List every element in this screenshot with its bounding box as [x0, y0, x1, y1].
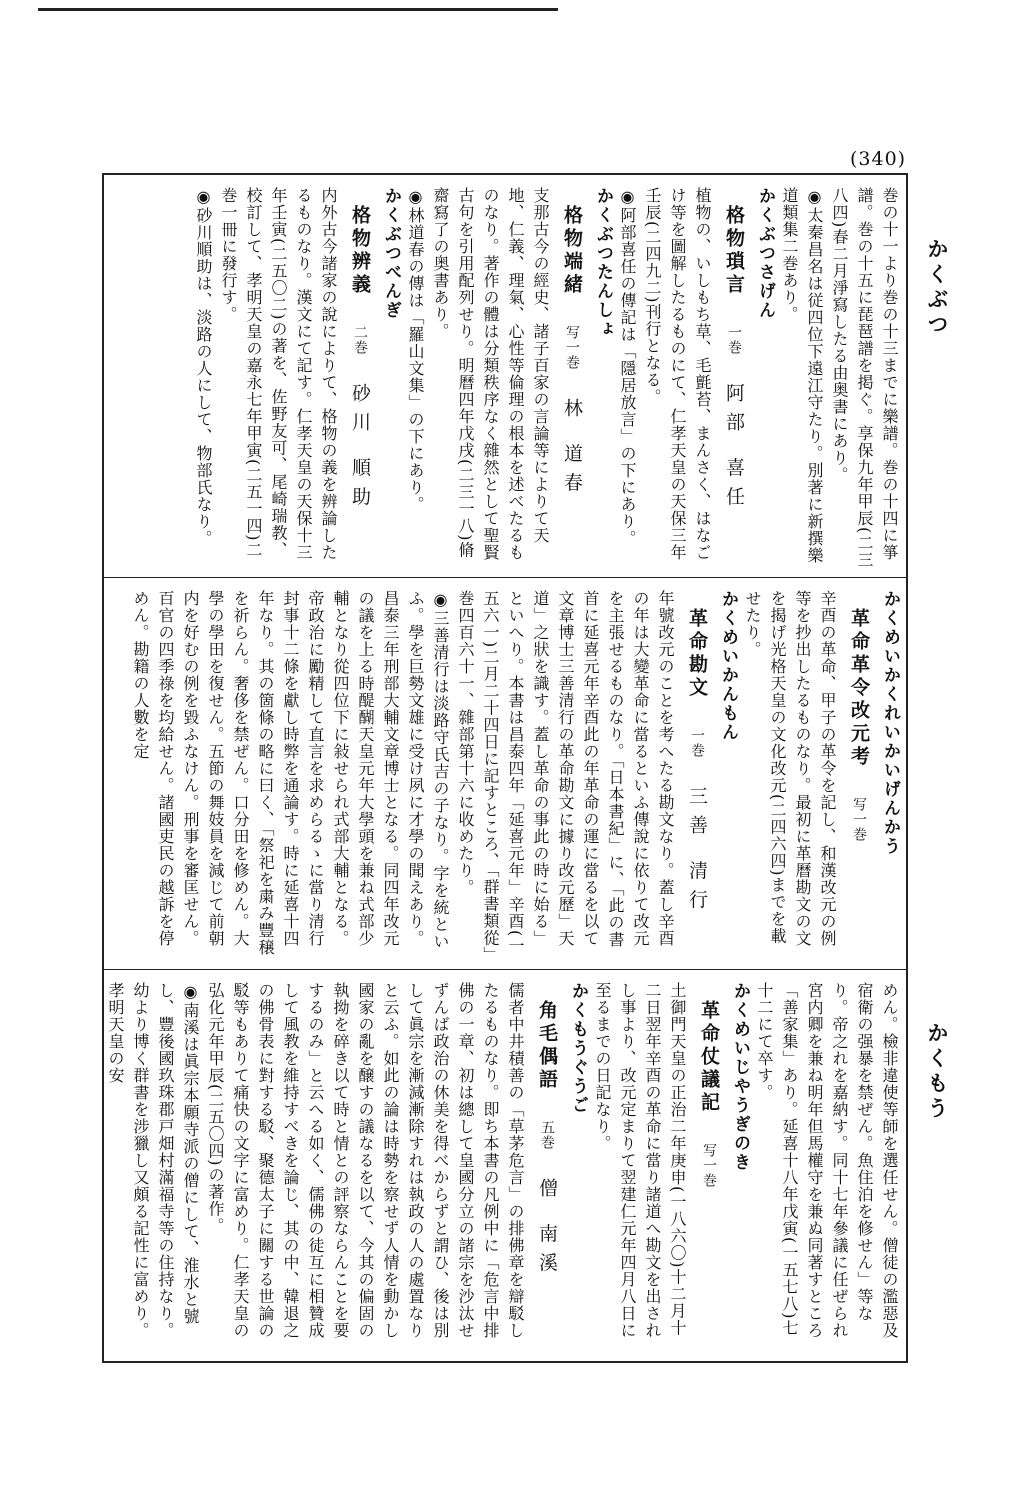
entry-author: 阿部 喜任	[723, 383, 745, 516]
biographical-note: ◉三善清行は淡路守氏吉の子なり。字を統といふ。學を巨勢文雄に受け夙に才學の聞えあり。昌泰三年刑部大輔文章博士となる。同四年改元の議を上る時醍醐天皇元年大學頭を兼ね式部少輔となり從四位下に敍せられ式部大輔となる。帝政治に勵精して直言を求めらるゝに當り清行封事十二條を獻し時弊を通論す。時に延喜十四年なり。其の箇條の略に曰く、「祭祀を粛み豐穣を祈らん。奢侈を禁ぜん。口分田を修めん。大學の學田を復せん。五節の舞妓員を減じて前朝内を好むの例を毀ふなけん。刑事を審匡せん。百官の四季祿を均給せん。諸國吏民の越訴を停めん。勘籍の人數を定	[131, 590, 450, 956]
band-bottom-text	[104, 970, 906, 1361]
entry-title: 角毛偶語	[536, 1000, 558, 1092]
entry-title-line	[846, 590, 871, 961]
entry-heading-kana: かくもうぐうご	[568, 982, 588, 1115]
entry-volume: 一巻	[726, 325, 742, 355]
header-right: かくぶつ	[925, 238, 950, 338]
dictionary-frame	[102, 173, 908, 1363]
biographical-note: ◉林道春の傳は「羅山文集」の下にあり。	[406, 187, 425, 513]
entry-body: 植物の、いしもち草、毛氈苔、まんさく、はなごけ等を圖解したるものにて、仁孝天皇の天保三年壬辰(二四九二)刊行となる。	[643, 187, 712, 561]
band-top	[104, 175, 906, 577]
entry-title-line	[347, 187, 372, 569]
biographical-note: ◉南溪は眞宗本願寺派の僧にして、淮水と號し、豐後國玖珠郡戸畑村滿福寺等の住持なり。幼より博く群書を涉獵し又頗る記性に富めり。孝明天皇の安	[106, 982, 200, 1339]
entry-title: 革命勘文	[686, 608, 708, 700]
entry-volume: 二巻	[352, 325, 368, 355]
entry-title: 革命革令改元考	[848, 608, 870, 769]
entry-title-line	[559, 187, 584, 569]
band-middle-text	[128, 578, 906, 969]
entry-author: 三善 清行	[686, 786, 708, 919]
band-top-text	[191, 175, 906, 577]
entry-title: 格物瑣言	[723, 205, 745, 297]
entry-body: 年號改元のことを考へたる勘文なり。蓋し辛酉の年は大變革命に當るといふ傳說に依りて改元を主張せるものなり。「日本書紀」に、「此の書首に延喜元年辛酉此の年革命の運に當るを以て文章博士三善清行の革命勘文に據り改元歷」天道」之狀を識す。蓋し革命の事此の時に始る」といへり。本書は昌泰四年「延喜元年」辛酉(一五六一)二月二十四日に記すところ、「群書類從」巻四百六十一、雜部第十六に收めたり。	[456, 590, 675, 956]
entry-title-line	[696, 982, 721, 1353]
entry-heading-kana: かくぶつべんぎ	[381, 187, 401, 320]
entry-volume: 写一巻	[701, 1143, 717, 1188]
entry-title: 格物端緒	[561, 205, 583, 297]
entry-author: 林 道春	[561, 398, 583, 502]
entry-title: 革命仗議記	[698, 1000, 720, 1115]
entry-volume: 五巻	[539, 1120, 555, 1150]
entry-title-line	[684, 590, 709, 961]
entry-volume: 一巻	[689, 728, 705, 758]
entry-volume: 写一巻	[564, 325, 580, 370]
biographical-note: ◉太秦昌名は従四位下遠江守たり。別著に新撰樂道類集二巻あり。	[780, 187, 824, 564]
header-left: かくもう	[925, 1022, 950, 1122]
entry-heading-kana: かくぶつたんしょ	[593, 187, 613, 339]
entry-volume: 写一巻	[851, 797, 867, 842]
entry-body: 儒者中井積善の「草茅危言」の排佛章を辯駁したるものなり。即ち本書の凡例中に「危言中排佛の一章、初は總して皇國分立の諸宗を沙汰せずんば政治の休美を得べからずと謂ひ、後は別して眞宗を漸減漸除すれは執政の人の處置なりと云ふ。如此の論は時勢を察せず人情を動かし國家の亂を醸すの議なるを以て、今其の偏固の執拗を碎き以て時と情との評察ならんことを要するのみ」と云へる如く、儒佛の徒互に相贊成して風教を維持すべきを論じ、其の中、韓退之の佛骨表に對する駁、聚德太子に關する世論の駁等もありて痛快の文字に富めり。仁孝天皇の弘化元年甲辰(二五〇四)の著作。	[206, 982, 525, 1339]
entry-author: 砂川 順助	[349, 383, 371, 516]
entry-heading-kana: かくめいかんもん	[718, 590, 738, 742]
entry-body: 辛酉の革命、甲子の革令を記し、和漢改元の例等を抄出したるものなり。最初に革曆勘文の文を揭げ光格天皇の文化改元(二四六四)までを載せたり。	[743, 590, 837, 947]
entry-heading-kana: かくめいかくれいかいげんかう	[880, 590, 900, 856]
entry-heading-kana: かくぶつさげん	[755, 187, 775, 320]
entry-body: 土御門天皇の正治二年庚申(一八六〇)十二月十二日翌年辛酉の革命に當り諸道へ勘文を出されし事より、改元定まりて翌建仁元年四月八日に至るまでの日記なり。	[593, 982, 687, 1339]
band-middle	[104, 577, 906, 969]
entry-heading-kana: かくめいじやうぎのき	[730, 982, 750, 1172]
top-rule	[38, 8, 558, 11]
entry-body: めん。檢非違使等師を選任せん。僧徒の濫惡及宿衛の强暴を禁ぜん。魚住泊を修せん」等なり。帝之れを嘉納す。同十七年參議に任ぜられ宮内卿を兼ね明年但馬權守を兼ぬ同著すところ「善家集」あり。延喜十八年戊寅(一五七八)七十二にて卒す。	[755, 982, 899, 1339]
band-bottom	[104, 969, 906, 1361]
entry-title-line	[534, 982, 559, 1353]
entry-title: 格物辨義	[349, 205, 371, 297]
entry-body: 支那古今の經史、諸子百家の言論等によりて天地、仁義、理氣、心性等倫理の根本を述べたるものなり。著作の體は分類秩序なく雜然として聖賢古句を引用配列せり。明曆四年戊戌(二三一八)脩齋寫了の奥書あり。	[431, 187, 550, 561]
page-number: (340)	[850, 148, 907, 170]
biographical-note: ◉阿部喜任の傳記は「隱居放言」の下にあり。	[618, 187, 637, 547]
entry-body: 内外古今諸家の說によりて、格物の義を辨論したるものなり。漢文にて記す。仁孝天皇の天保十三年壬寅(二五〇二)の著を、佐野友可、尾崎瑞教、校訂して、孝明天皇の嘉永七年甲寅(二五一四)二巻一冊に發行す。	[219, 187, 338, 561]
entry-body: 巻の十一より巻の十三までに樂譜。巻の十四に箏譜。巻の十五に琵琶譜を掲ぐ。享保九年甲辰(二三八四)春二月淨寫したる由奥書にあり。	[830, 187, 899, 569]
biographical-note: ◉砂川順助は、淡路の人にして、物部氏なり。	[194, 187, 213, 547]
entry-title-line	[721, 187, 746, 569]
entry-author: 僧 南溪	[536, 1178, 558, 1282]
